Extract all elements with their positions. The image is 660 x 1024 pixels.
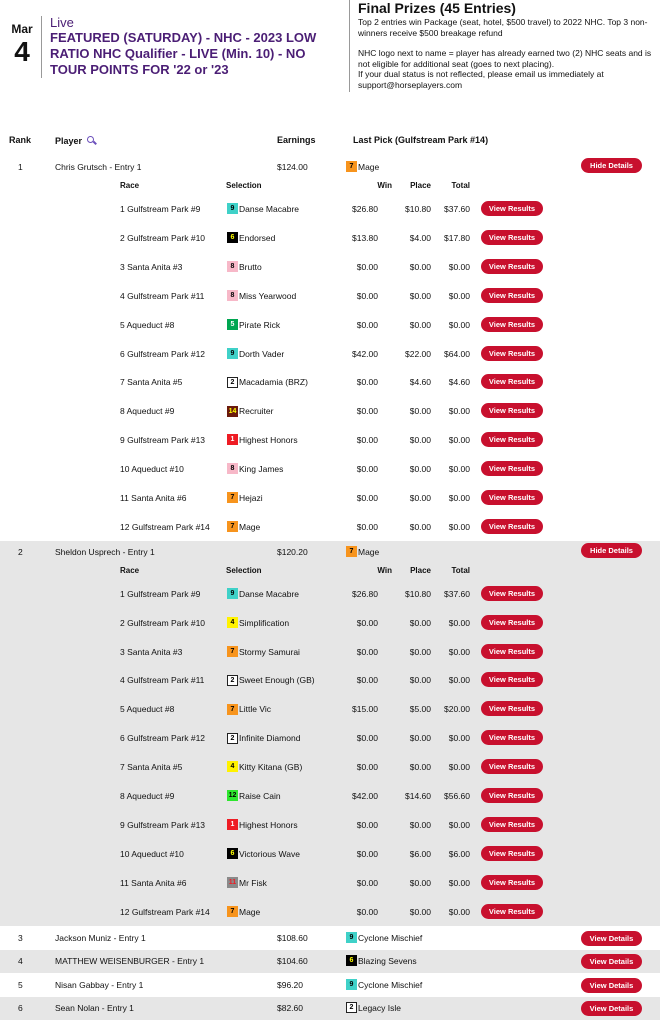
view-results-button[interactable]: View Results [481, 519, 543, 534]
pick-selection [227, 203, 299, 214]
pick-total: $0.00 [448, 406, 470, 417]
pick-total: $17.80 [444, 232, 470, 243]
win-col-header: Win [377, 181, 392, 190]
entry-last-pick [346, 955, 417, 966]
rank-header: Rank [9, 135, 32, 145]
post-position-badge: 7 [227, 492, 238, 503]
pick-row [0, 281, 660, 310]
pick-total: $0.00 [448, 464, 470, 475]
pick-win: $0.00 [356, 406, 378, 417]
pick-row [0, 396, 660, 425]
pick-row [0, 694, 660, 723]
entry-earnings: $108.60 [277, 932, 308, 943]
pick-row [0, 868, 660, 897]
last-pick-header: Last Pick (Gulfstream Park #14) [353, 135, 489, 145]
pick-total: $20.00 [444, 704, 470, 715]
pick-total: $56.60 [444, 791, 470, 802]
pick-place: $0.00 [409, 319, 431, 330]
total-col-header: Total [451, 181, 470, 190]
search-icon[interactable] [87, 136, 96, 145]
pick-win: $0.00 [356, 819, 378, 830]
view-details-button[interactable]: View Details [581, 1001, 642, 1016]
view-results-button[interactable]: View Results [481, 817, 543, 832]
prizes-panel [358, 0, 658, 90]
race-col-header: Race [120, 565, 140, 575]
pick-horse: Infinite Diamond [239, 733, 301, 744]
view-results-button[interactable]: View Results [481, 904, 543, 919]
pick-horse: Recruiter [239, 406, 274, 417]
view-results-button[interactable]: View Results [481, 759, 543, 774]
selection-col-header: Selection [226, 565, 262, 575]
pick-race: 7 Santa Anita #5 [120, 762, 183, 773]
pick-race: 2 Gulfstream Park #10 [120, 617, 206, 628]
pick-horse: Highest Honors [239, 819, 298, 830]
entry-row[interactable] [0, 950, 660, 973]
pick-total: $0.00 [448, 906, 470, 917]
view-results-button[interactable]: View Results [481, 317, 543, 332]
post-position-badge: 14 [228, 407, 237, 415]
event-date [10, 22, 34, 66]
pick-horse: Victorious Wave [239, 848, 300, 859]
pick-win: $0.00 [356, 435, 378, 446]
post-position-badge: 9 [346, 932, 357, 943]
pick-race: 3 Santa Anita #3 [120, 261, 183, 272]
view-results-button[interactable]: View Results [481, 201, 543, 216]
post-position-badge: 9 [227, 203, 238, 214]
pick-selection [227, 434, 298, 445]
pick-horse: Pirate Rick [239, 319, 281, 330]
view-results-button[interactable]: View Results [481, 374, 543, 389]
entry-earnings: $82.60 [277, 1003, 303, 1014]
post-position-badge: 6 [227, 848, 238, 859]
pick-selection [227, 646, 300, 657]
pick-row [0, 425, 660, 454]
dual-status-note: If your dual status is not reflected, please email us immediately at support@horseplayers.com [358, 69, 604, 90]
view-results-button[interactable]: View Results [481, 586, 543, 601]
post-position-badge: 5 [227, 319, 238, 330]
pick-win: $0.00 [356, 493, 378, 503]
entry-row[interactable] [0, 156, 660, 178]
pick-win: $0.00 [356, 733, 378, 744]
pick-race: 10 Aqueduct #10 [120, 848, 184, 859]
pick-race: 4 Gulfstream Park #11 [120, 290, 205, 301]
pick-win: $0.00 [356, 377, 378, 388]
pick-win: $0.00 [356, 290, 378, 301]
pick-row [0, 839, 660, 868]
last-pick-horse: Mage [358, 546, 380, 557]
post-position-badge: 4 [227, 761, 238, 772]
pick-win: $0.00 [356, 521, 378, 532]
pick-place: $0.00 [409, 762, 431, 773]
view-results-button[interactable]: View Results [481, 403, 543, 418]
view-results-button[interactable]: View Results [481, 615, 543, 630]
view-results-button[interactable]: View Results [481, 490, 543, 505]
pick-horse: Mage [239, 906, 261, 917]
entry-last-pick [346, 979, 422, 990]
pick-place: $0.00 [409, 646, 431, 657]
entry-row[interactable] [0, 541, 660, 563]
pick-selection [227, 348, 284, 359]
pick-win: $0.00 [356, 464, 378, 475]
post-position-badge: 9 [346, 979, 357, 990]
pick-place: $10.80 [405, 588, 431, 599]
tournament-info [50, 15, 340, 78]
pick-place: $0.00 [409, 675, 431, 686]
pick-win: $26.80 [352, 204, 378, 214]
pick-race: 9 Gulfstream Park #13 [120, 819, 206, 830]
view-details-button[interactable]: View Details [581, 954, 642, 969]
view-results-button[interactable]: View Results [481, 346, 543, 361]
post-position-badge: 7 [227, 906, 238, 917]
pick-selection [227, 492, 263, 503]
view-results-button[interactable]: View Results [481, 672, 543, 687]
post-position-badge: 6 [227, 232, 238, 243]
view-results-button[interactable]: View Results [481, 788, 543, 803]
pick-horse: Sweet Enough (GB) [239, 675, 315, 686]
view-results-button[interactable]: View Results [481, 259, 543, 274]
pick-selection [227, 319, 280, 330]
pick-win: $0.00 [356, 906, 378, 917]
pick-race: 8 Aqueduct #9 [120, 406, 175, 417]
total-col-header: Total [451, 565, 470, 575]
pick-horse: Mr Fisk [239, 877, 267, 888]
pick-place: $0.00 [409, 617, 431, 628]
race-col-header: Race [120, 181, 140, 190]
last-pick-horse: Cyclone Mischief [358, 979, 423, 990]
pick-selection [227, 732, 300, 743]
view-results-button[interactable]: View Results [481, 288, 543, 303]
pick-total: $0.00 [448, 617, 470, 628]
pick-race: 8 Aqueduct #9 [120, 791, 175, 802]
pick-win: $15.00 [352, 704, 378, 715]
pick-place: $0.00 [409, 906, 431, 917]
pick-race: 7 Santa Anita #5 [120, 377, 183, 388]
pick-race: 5 Aqueduct #8 [120, 319, 175, 330]
pick-total: $37.60 [444, 588, 470, 599]
pick-race: 6 Gulfstream Park #12 [120, 733, 206, 744]
pick-race: 1 Gulfstream Park #9 [120, 204, 201, 214]
pick-total: $64.00 [444, 348, 470, 359]
pick-horse: Kitty Kitana (GB) [239, 761, 303, 772]
entry-player: Sean Nolan - Entry 1 [55, 1003, 134, 1014]
pick-row [0, 512, 660, 541]
pick-selection [227, 674, 315, 685]
pick-total: $6.00 [448, 848, 470, 859]
pick-row [0, 665, 660, 694]
post-position-badge: 8 [227, 261, 238, 272]
pick-total: $0.00 [448, 319, 470, 330]
pick-selection [227, 376, 308, 387]
pick-race: 1 Gulfstream Park #9 [120, 588, 201, 599]
pick-place: $0.00 [409, 877, 431, 888]
prizes-title: Final Prizes (45 Entries) [358, 0, 516, 16]
pick-race: 11 Santa Anita #6 [120, 493, 187, 503]
pick-total: $0.00 [448, 261, 470, 272]
pick-total: $0.00 [448, 819, 470, 830]
earnings-header: Earnings [277, 135, 316, 145]
pick-win: $26.80 [352, 588, 378, 599]
pick-row [0, 310, 660, 339]
entry-player: Chris Grutsch - Entry 1 [55, 162, 142, 172]
entry-earnings: $96.20 [277, 979, 303, 990]
post-position-badge: 1 [227, 434, 238, 445]
pick-selection [227, 290, 296, 301]
pick-race: 5 Aqueduct #8 [120, 704, 175, 715]
entry-player: Sheldon Usprech - Entry 1 [55, 546, 155, 557]
view-results-button[interactable]: View Results [481, 461, 543, 476]
post-position-badge: 8 [227, 290, 238, 301]
player-header-label: Player [55, 136, 83, 146]
pick-row [0, 781, 660, 810]
post-position-badge: 2 [227, 377, 238, 388]
tournament-name: FEATURED (SATURDAY) - NHC - 2023 LOW RATIO NHC Qualifier - LIVE (Min. 10) - NO TOUR POINTS FOR '22 or '23 [50, 30, 317, 77]
pick-selection [227, 703, 271, 714]
view-results-button[interactable]: View Results [481, 846, 543, 861]
pick-race: 6 Gulfstream Park #12 [120, 348, 206, 359]
pick-horse: Mage [239, 521, 261, 532]
pick-total: $37.60 [444, 204, 470, 214]
pick-selection [227, 261, 262, 272]
pick-win: $0.00 [356, 877, 378, 888]
post-position-badge: 11 [228, 879, 237, 887]
entry-last-pick [346, 161, 379, 172]
pick-place: $4.60 [409, 377, 431, 388]
pick-selection [227, 405, 273, 416]
post-position-badge: 4 [227, 617, 238, 628]
post-position-badge: 7 [227, 646, 238, 657]
entry-row[interactable] [0, 974, 660, 997]
event-day: 4 [14, 36, 30, 67]
pick-selection [227, 877, 267, 888]
pick-place: $4.00 [409, 232, 431, 243]
pick-total: $0.00 [448, 646, 470, 657]
selection-col-header: Selection [226, 181, 262, 190]
pick-horse: Danse Macabre [239, 203, 300, 214]
nhc-note: NHC logo next to name = player has already earned two (2) NHC seats and is not eligible for additional seat (goes to next placing). [358, 48, 652, 69]
pick-row [0, 252, 660, 281]
view-results-button[interactable]: View Results [481, 730, 543, 745]
entry-row[interactable] [0, 927, 660, 950]
pick-total: $0.00 [448, 877, 470, 888]
pick-place: $10.80 [405, 204, 431, 214]
place-col-header: Place [410, 565, 431, 575]
leaderboard-header [0, 131, 660, 151]
pick-total: $4.60 [448, 377, 470, 388]
pick-row [0, 810, 660, 839]
pick-horse: Simplification [239, 617, 290, 628]
post-position-badge: 8 [227, 463, 238, 474]
post-position-badge: 7 [346, 546, 357, 557]
pick-horse: Macadamia (BRZ) [239, 377, 308, 388]
entry-rank: 3 [18, 932, 23, 943]
pick-race: 12 Gulfstream Park #14 [120, 521, 210, 532]
entry-earnings: $120.20 [277, 546, 308, 557]
pick-place: $0.00 [409, 290, 431, 301]
page-header [0, 0, 660, 100]
last-pick-horse: Mage [358, 161, 380, 172]
tournament-status: Live [50, 15, 74, 30]
pick-horse: Highest Honors [239, 434, 298, 445]
entry-block [0, 156, 660, 541]
pick-selection [227, 521, 260, 532]
pick-place: $22.00 [405, 348, 431, 359]
pick-selection [227, 617, 289, 628]
entry-rank: 2 [18, 546, 23, 557]
pick-win: $0.00 [356, 319, 378, 330]
pick-race: 3 Santa Anita #3 [120, 646, 183, 657]
post-position-badge: 2 [227, 733, 238, 744]
post-position-badge: 6 [346, 955, 357, 966]
pick-win: $0.00 [356, 675, 378, 686]
hide-details-button[interactable]: Hide Details [581, 543, 642, 558]
pick-row [0, 752, 660, 781]
post-position-badge: 12 [228, 792, 237, 800]
entry-player: Jackson Muniz - Entry 1 [55, 932, 146, 943]
pick-row [0, 637, 660, 666]
entry-last-pick [346, 1002, 401, 1013]
pick-race: 12 Gulfstream Park #14 [120, 906, 210, 917]
view-results-button[interactable]: View Results [481, 701, 543, 716]
pick-horse: Hejazi [239, 492, 263, 503]
entry-earnings: $124.00 [277, 162, 308, 172]
picks-header [0, 178, 660, 194]
pick-horse: Danse Macabre [239, 588, 300, 599]
pick-win: $42.00 [352, 791, 378, 802]
pick-place: $0.00 [409, 464, 431, 475]
pick-row [0, 223, 660, 252]
pick-horse: Endorsed [239, 232, 276, 243]
entry-earnings: $104.60 [277, 956, 308, 967]
pick-selection [227, 761, 302, 772]
hide-details-button[interactable]: Hide Details [581, 158, 642, 173]
pick-row [0, 483, 660, 512]
pick-race: 4 Gulfstream Park #11 [120, 675, 205, 686]
pick-win: $0.00 [356, 848, 378, 859]
prizes-divider [349, 0, 350, 92]
pick-selection [227, 906, 260, 917]
pick-place: $0.00 [409, 521, 431, 532]
pick-selection [227, 588, 299, 599]
pick-horse: King James [239, 463, 284, 474]
pick-horse: Brutto [239, 261, 262, 272]
post-position-badge: 2 [227, 675, 238, 686]
pick-total: $0.00 [448, 290, 470, 301]
view-results-button[interactable]: View Results [481, 432, 543, 447]
pick-total: $0.00 [448, 675, 470, 686]
entry-last-pick [346, 546, 379, 557]
pick-place: $0.00 [409, 493, 431, 503]
post-position-badge: 7 [346, 161, 357, 172]
pick-row [0, 367, 660, 396]
pick-place: $6.00 [409, 848, 431, 859]
pick-row [0, 579, 660, 608]
pick-total: $0.00 [448, 435, 470, 446]
pick-horse: Miss Yearwood [239, 290, 297, 301]
pick-total: $0.00 [448, 733, 470, 744]
pick-row [0, 454, 660, 483]
entry-rank: 5 [18, 979, 23, 990]
pick-selection [227, 848, 300, 859]
entry-block [0, 541, 660, 926]
view-results-button[interactable]: View Results [481, 230, 543, 245]
pick-win: $0.00 [356, 261, 378, 272]
view-details-button[interactable]: View Details [581, 931, 642, 946]
pick-selection [227, 790, 281, 801]
pick-place: $0.00 [409, 819, 431, 830]
pick-total: $0.00 [448, 762, 470, 773]
pick-row [0, 339, 660, 368]
pick-place: $5.00 [409, 704, 431, 715]
post-position-badge: 7 [227, 521, 238, 532]
entry-rank: 4 [18, 956, 23, 967]
pick-win: $0.00 [356, 762, 378, 773]
pick-win: $0.00 [356, 617, 378, 628]
last-pick-horse: Legacy Isle [358, 1002, 401, 1013]
pick-place: $0.00 [409, 435, 431, 446]
prizes-text: Top 2 entries win Package (seat, hotel, $500 travel) to 2022 NHC. Top 3 non-winners receive $500 breakage refund [358, 17, 648, 38]
post-position-badge: 7 [227, 704, 238, 715]
win-col-header: Win [377, 565, 392, 575]
pick-row [0, 897, 660, 926]
pick-race: 10 Aqueduct #10 [120, 464, 184, 475]
header-divider [41, 16, 42, 78]
entry-rank: 6 [18, 1003, 23, 1014]
view-results-button[interactable]: View Results [481, 644, 543, 659]
view-details-button[interactable]: View Details [581, 978, 642, 993]
pick-place: $0.00 [409, 261, 431, 272]
pick-race: 9 Gulfstream Park #13 [120, 435, 206, 446]
last-pick-horse: Blazing Sevens [358, 955, 417, 966]
entry-row[interactable] [0, 997, 660, 1020]
pick-total: $0.00 [448, 493, 470, 503]
post-position-badge: 9 [227, 588, 238, 599]
pick-place: $0.00 [409, 406, 431, 417]
picks-header [0, 563, 660, 579]
place-col-header: Place [410, 181, 431, 190]
pick-row [0, 194, 660, 223]
entry-player: Nisan Gabbay - Entry 1 [55, 979, 144, 990]
entry-rank: 1 [18, 162, 23, 172]
post-position-badge: 9 [227, 348, 238, 359]
pick-horse: Stormy Samurai [239, 646, 300, 657]
post-position-badge: 2 [346, 1002, 357, 1013]
pick-row [0, 723, 660, 752]
pick-selection [227, 463, 283, 474]
pick-horse: Raise Cain [239, 790, 281, 801]
pick-win: $0.00 [356, 646, 378, 657]
event-month: Mar [11, 22, 33, 36]
view-results-button[interactable]: View Results [481, 875, 543, 890]
pick-horse: Dorth Vader [239, 348, 285, 359]
pick-horse: Little Vic [239, 704, 271, 715]
post-position-badge: 1 [227, 819, 238, 830]
pick-race: 2 Gulfstream Park #10 [120, 232, 206, 243]
entry-last-pick [346, 932, 422, 943]
last-pick-horse: Cyclone Mischief [358, 932, 423, 943]
entry-player: MATTHEW WEISENBURGER - Entry 1 [55, 956, 205, 967]
pick-win: $13.80 [352, 232, 378, 243]
pick-place: $0.00 [409, 733, 431, 744]
player-header [55, 135, 96, 146]
pick-place: $14.60 [405, 791, 431, 802]
pick-win: $42.00 [352, 348, 378, 359]
pick-selection [227, 819, 298, 830]
pick-race: 11 Santa Anita #6 [120, 877, 187, 888]
pick-row [0, 608, 660, 637]
pick-selection [227, 232, 275, 243]
pick-total: $0.00 [448, 521, 470, 532]
